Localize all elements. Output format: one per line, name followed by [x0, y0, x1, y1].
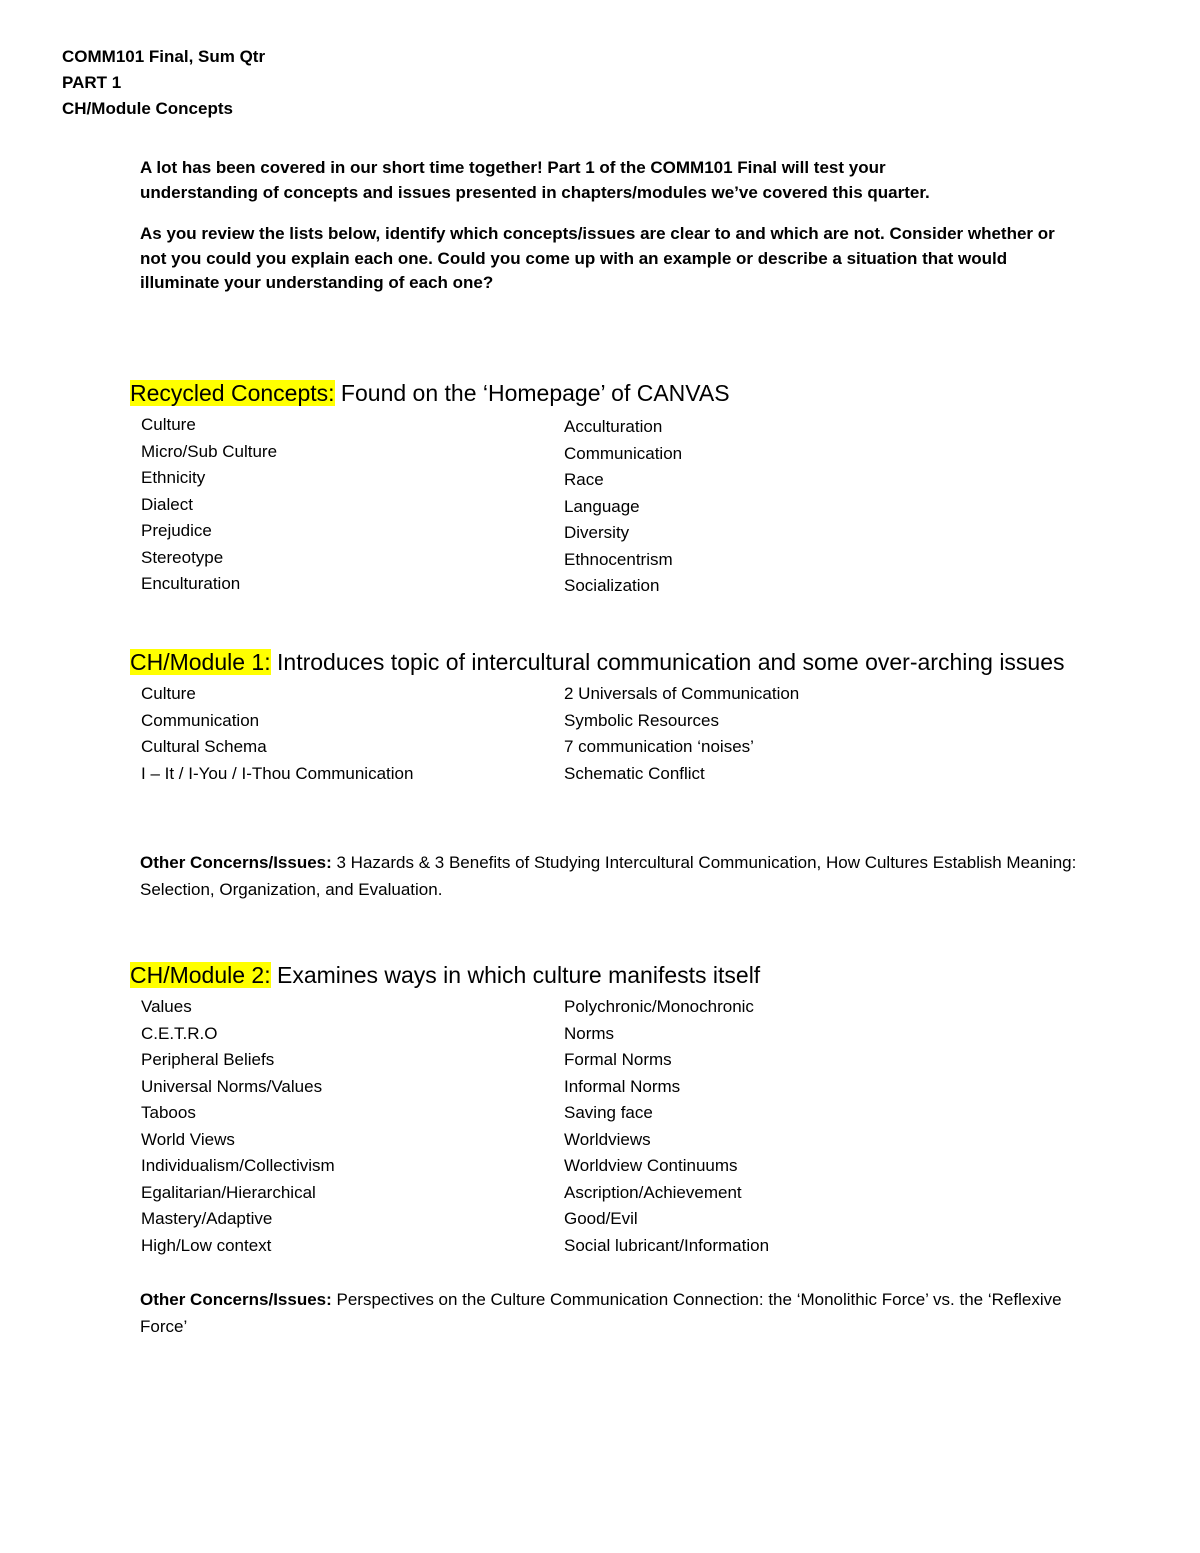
other-concerns-module-1 — [140, 849, 1080, 903]
heading-highlight: CH/Module 1: — [130, 649, 271, 675]
concept-item: Prejudice — [141, 521, 212, 540]
concept-item: Formal Norms — [564, 1050, 672, 1069]
concept-item: Cultural Schema — [141, 737, 267, 756]
concept-item: Communication — [141, 710, 260, 730]
concept-item: Universal Norms/Values — [141, 1076, 323, 1096]
document-header — [62, 44, 265, 122]
intro-paragraph-2: As you review the lists below, identify which concepts/issues are clear to and which are not. Consider whether or not you could you explain each one. Could you come up with an example or describe a situation that would illuminate your understanding of each one? — [140, 224, 1055, 292]
concept-item: Values — [141, 997, 192, 1016]
concept-item: Polychronic/Monochronic — [564, 997, 754, 1016]
concept-item: Schematic Conflict — [564, 763, 705, 783]
concept-item: Enculturation — [141, 574, 241, 593]
concept-item: World Views — [141, 1129, 235, 1149]
section-module-1 — [130, 646, 1090, 791]
concept-item: Race — [564, 470, 604, 489]
intro-block — [140, 156, 1070, 313]
concept-item: Worldviews — [564, 1129, 651, 1149]
concept-item: 7 communication ‘noises’ — [564, 737, 754, 756]
concept-item: Acculturation — [564, 417, 663, 436]
concept-item: Norms — [564, 1023, 615, 1043]
concerns-text: 3 Hazards & 3 Benefits of Studying Intercultural Communication, How Cultures Establish Meaning: Selection, Organization, and Evaluation. — [140, 853, 1077, 899]
concept-item: Dialect — [141, 494, 193, 514]
document-subtitle: CH/Module Concepts — [62, 99, 233, 118]
concept-columns — [130, 681, 1090, 791]
concept-item: Stereotype — [141, 547, 224, 567]
section-module-2 — [130, 959, 1090, 1264]
concept-item: Symbolic Resources — [564, 710, 719, 730]
concept-item: Peripheral Beliefs — [141, 1050, 275, 1069]
part-label: PART 1 — [62, 73, 122, 92]
concept-item: Socialization — [564, 576, 660, 595]
course-title: COMM101 Final, Sum Qtr — [62, 47, 266, 66]
concept-list-right — [564, 994, 769, 1259]
concept-item: Good/Evil — [564, 1209, 638, 1228]
concept-list-right — [564, 681, 799, 787]
concept-list-left — [141, 681, 413, 787]
concept-item: Egalitarian/Hierarchical — [141, 1182, 316, 1202]
section-heading — [130, 959, 1090, 992]
concept-item: Culture — [141, 415, 196, 434]
other-concerns-module-2 — [140, 1286, 1080, 1340]
concept-list-left — [141, 994, 335, 1259]
concept-item: Communication — [564, 443, 683, 463]
concept-item: Social lubricant/Information — [564, 1235, 770, 1255]
concept-item: I – It / I-You / I-Thou Communication — [141, 763, 414, 783]
concerns-text: Perspectives on the Culture Communication Connection: the ‘Monolithic Force’ vs. the ‘Reflexive Force’ — [140, 1290, 1062, 1336]
concept-item: Ascription/Achievement — [564, 1182, 742, 1202]
concept-item: Saving face — [564, 1103, 653, 1122]
concept-item: Ethnocentrism — [564, 549, 673, 569]
concept-list-right — [564, 414, 682, 600]
section-heading — [130, 377, 1090, 410]
concept-list-left — [141, 412, 277, 598]
heading-highlight: Recycled Concepts: — [130, 380, 335, 406]
concept-item: C.E.T.R.O — [141, 1023, 218, 1043]
concept-item: Individualism/Collectivism — [141, 1156, 335, 1175]
concept-item: Ethnicity — [141, 468, 206, 487]
concerns-label: Other Concerns/Issues: — [140, 1290, 332, 1309]
concept-item: 2 Universals of Communication — [564, 684, 800, 703]
concept-item: Mastery/Adaptive — [141, 1209, 273, 1228]
concept-item: Diversity — [564, 523, 630, 542]
concept-columns — [130, 994, 1090, 1264]
heading-text: Examines ways in which culture manifests itself — [270, 962, 761, 988]
heading-text: Introduces topic of intercultural communication and some over-arching issues — [270, 649, 1065, 675]
concept-item: Informal Norms — [564, 1076, 681, 1096]
concept-columns — [130, 412, 1090, 595]
concept-item: High/Low context — [141, 1235, 272, 1255]
concept-item: Worldview Continuums — [564, 1156, 738, 1175]
concept-item: Taboos — [141, 1103, 196, 1122]
concept-item: Micro/Sub Culture — [141, 441, 278, 461]
intro-paragraph-1: A lot has been covered in our short time together! Part 1 of the COMM101 Final will test your understanding of concepts and issues presented in chapters/modules we’ve covered this quarter. — [140, 158, 930, 202]
heading-text: Found on the ‘Homepage’ of CANVAS — [334, 380, 730, 406]
concept-item: Language — [564, 496, 640, 516]
section-recycled-concepts — [130, 377, 1090, 595]
heading-highlight: CH/Module 2: — [130, 962, 271, 988]
concept-item: Culture — [141, 684, 196, 703]
concerns-label: Other Concerns/Issues: — [140, 853, 332, 872]
section-heading — [130, 646, 1090, 679]
